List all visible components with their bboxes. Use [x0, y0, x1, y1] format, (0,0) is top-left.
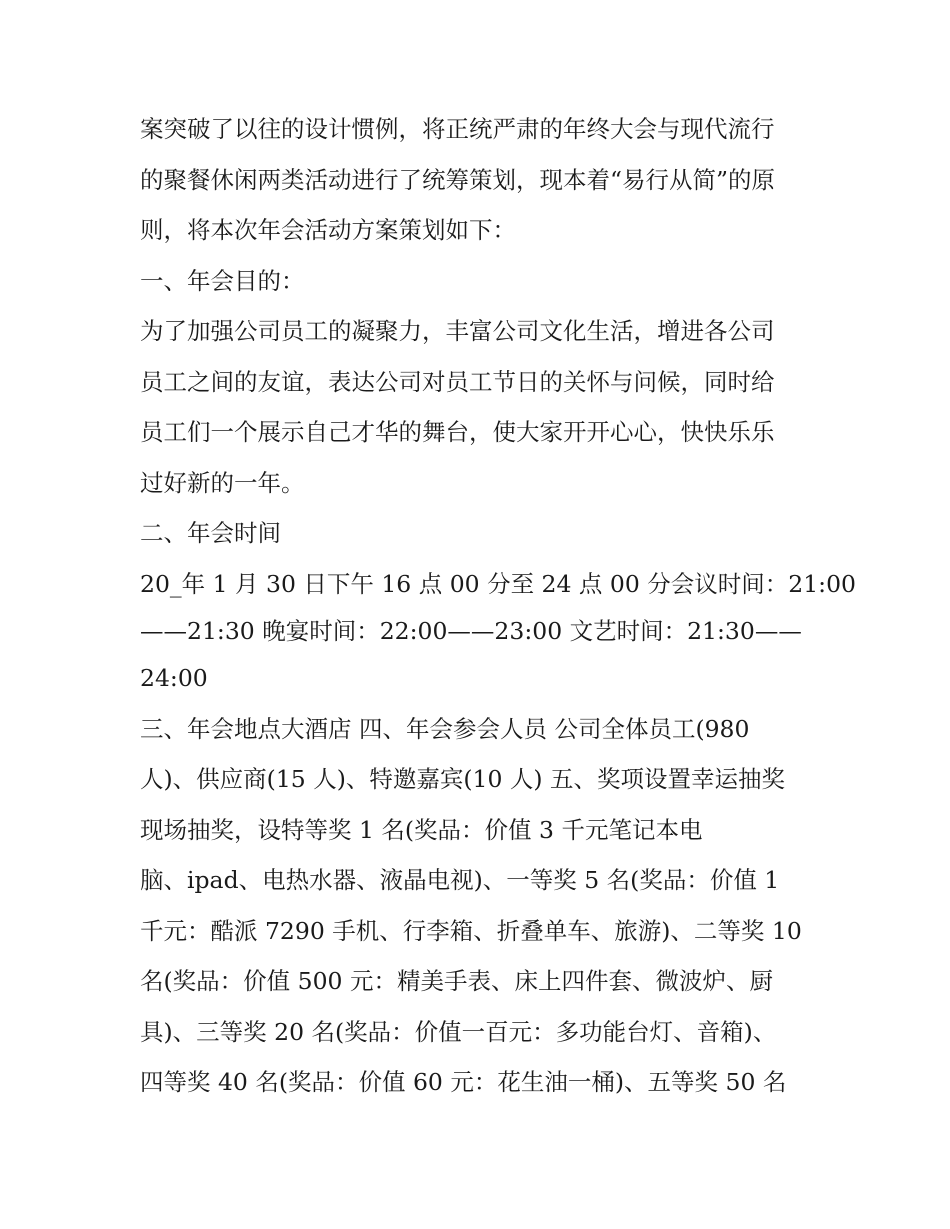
text-line: 案突破了以往的设计惯例，将正统严肃的年终大会与现代流行: [140, 115, 775, 143]
text-line: ——21:30 晚宴时间：22:00——23:00 文艺时间：21:30——: [140, 617, 802, 645]
text-line: 过好新的一年。: [140, 468, 305, 497]
text-line: 四等奖 40 名(奖品：价值 60 元：花生油一桶)、五等奖 50 名: [140, 1068, 787, 1096]
text-line: 24:00: [140, 664, 208, 692]
text-line: 名(奖品：价值 500 元：精美手表、床上四件套、微波炉、厨: [140, 967, 773, 995]
text-line: 则，将本次年会活动方案策划如下：: [140, 216, 516, 244]
text-line: 人)、供应商(15 人)、特邀嘉宾(10 人) 五、奖项设置幸运抽奖: [140, 765, 786, 793]
text-line: 为了加强公司员工的凝聚力，丰富公司文化生活，增进各公司: [140, 317, 775, 345]
text-line: 三、年会地点大酒店 四、年会参会人员 公司全体员工(980: [140, 714, 750, 743]
section-heading-time: 二、年会时间: [140, 519, 281, 547]
text-line: 脑、ipad、电热水器、液晶电视)、一等奖 5 名(奖品：价值 1: [140, 866, 780, 894]
text-line: 20_年 1 月 30 日下午 16 点 00 分至 24 点 00 分会议时间：21:00: [140, 569, 856, 598]
text-line: 的聚餐休闲两类活动进行了统筹策划，现本着“易行从简”的原: [140, 165, 776, 194]
text-line: 员工之间的友谊，表达公司对员工节日的关怀与问候，同时给: [140, 367, 775, 396]
section-heading-purpose: 一、年会目的：: [140, 266, 305, 295]
text-line: 千元：酷派 7290 手机、行李箱、折叠单车、旅游)、二等奖 10: [140, 916, 802, 945]
text-line: 具)、三等奖 20 名(奖品：价值一百元：多功能台灯、音箱)、: [140, 1017, 777, 1046]
text-line: 现场抽奖，设特等奖 1 名(奖品：价值 3 千元笔记本电: [140, 815, 703, 844]
text-line: 员工们一个展示自己才华的舞台，使大家开开心心，快快乐乐: [140, 418, 775, 446]
document-body: [140, 104, 856, 1108]
